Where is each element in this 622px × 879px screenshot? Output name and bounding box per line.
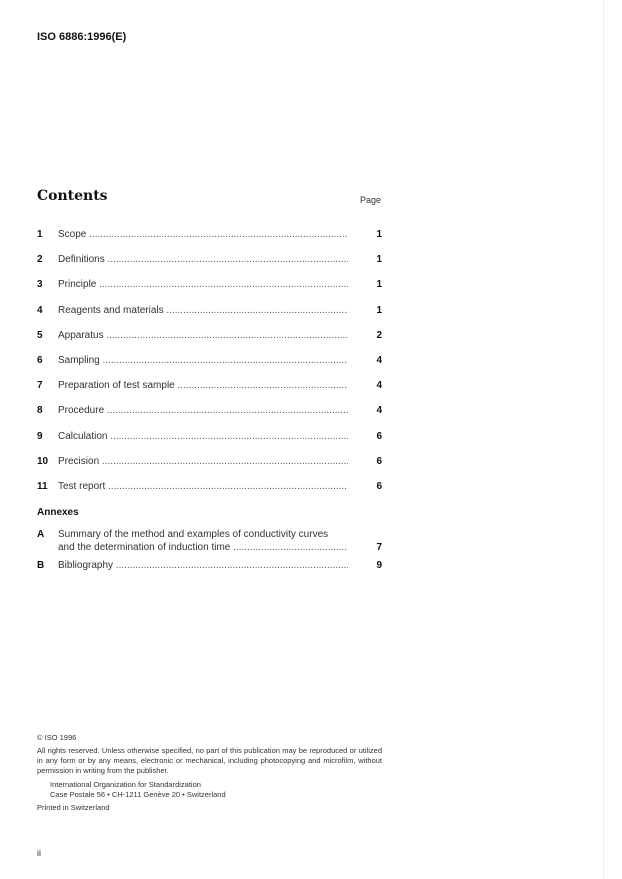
organization: International Organization for Standardization (50, 780, 201, 789)
toc-title: Calculation ..... (58, 431, 348, 442)
toc-number: 3 (37, 279, 43, 291)
copyright: © ISO 1996 (37, 733, 77, 742)
toc-number: 7 (37, 380, 43, 392)
toc-number: A (37, 529, 45, 540)
page-column-label: Page (360, 195, 382, 205)
toc-page: 1 (376, 304, 382, 316)
toc-number: 9 (37, 430, 43, 442)
page-number: ii (37, 848, 41, 858)
rights-statement: All rights reserved. Unless otherwise specified, no part of this publication may be reproduced or utilized in any form or by any means, electronic or mechanical, including photocopying and microfilm, without permission in writing from the publisher. (37, 746, 382, 775)
toc-title: Sampling ..... (58, 355, 348, 366)
toc-page: 6 (376, 455, 382, 467)
toc-entry[interactable] (37, 229, 382, 243)
document-id: ISO 6886:1996(E) (37, 31, 127, 43)
toc-title: Definitions ..... (58, 254, 348, 265)
toc-title: Principle ..... (58, 279, 348, 290)
toc-page: 9 (376, 560, 382, 571)
toc-entry[interactable] (37, 254, 382, 268)
toc-title: Test report ..... (58, 481, 348, 492)
toc-title: Apparatus ..... (58, 330, 348, 341)
toc-entry[interactable] (37, 355, 382, 369)
toc-title: Scope ..... (58, 229, 348, 240)
toc-entry[interactable] (37, 330, 382, 344)
toc-number: 8 (37, 405, 43, 417)
toc-entry[interactable] (37, 405, 382, 419)
toc-number: 2 (37, 254, 43, 266)
toc-number: 10 (37, 455, 49, 467)
toc-page: 1 (376, 254, 382, 266)
toc-title: Procedure ..... (58, 405, 348, 416)
toc-number: B (37, 560, 45, 571)
toc-entry[interactable] (37, 481, 382, 495)
toc-number: 4 (37, 304, 43, 316)
toc-page: 1 (376, 229, 382, 240)
annexes-heading: Annexes (37, 507, 79, 518)
toc-page: 4 (376, 405, 382, 417)
toc-title-line2: and the determination of induction time ..... (58, 542, 348, 553)
toc-entry[interactable] (37, 456, 382, 470)
toc-page: 6 (376, 481, 382, 492)
toc-page: 4 (376, 355, 382, 366)
toc-title: Precision ..... (58, 456, 348, 467)
toc-title: Reagents and materials ..... (58, 305, 348, 316)
toc-page: 6 (376, 430, 382, 442)
toc-title-line1: Summary of the method and examples of conductivity curves (58, 529, 329, 540)
toc-entry-annex-b[interactable] (37, 560, 382, 574)
address: Case Postale 56 • CH-1211 Genève 20 • Switzerland (50, 790, 226, 799)
toc-number: 6 (37, 355, 43, 366)
toc-entry-annex-a[interactable] (37, 529, 382, 559)
toc-title: Bibliography ..... (58, 560, 348, 571)
toc-number: 5 (37, 329, 43, 341)
toc-page: 7 (376, 542, 382, 553)
toc-page: 2 (376, 329, 382, 341)
toc-number: 11 (37, 481, 48, 492)
toc-page: 4 (376, 380, 382, 392)
toc-entry[interactable] (37, 431, 382, 445)
toc-entry[interactable] (37, 380, 382, 394)
toc-number: 1 (37, 229, 43, 240)
toc-page: 1 (376, 279, 382, 291)
toc-entry[interactable] (37, 305, 382, 319)
toc-title: Preparation of test sample ..... (58, 380, 348, 391)
printed-in: Printed in Switzerland (37, 803, 110, 812)
scan-edge (603, 0, 604, 879)
toc-entry[interactable] (37, 279, 382, 293)
contents-title: Contents (37, 188, 108, 204)
